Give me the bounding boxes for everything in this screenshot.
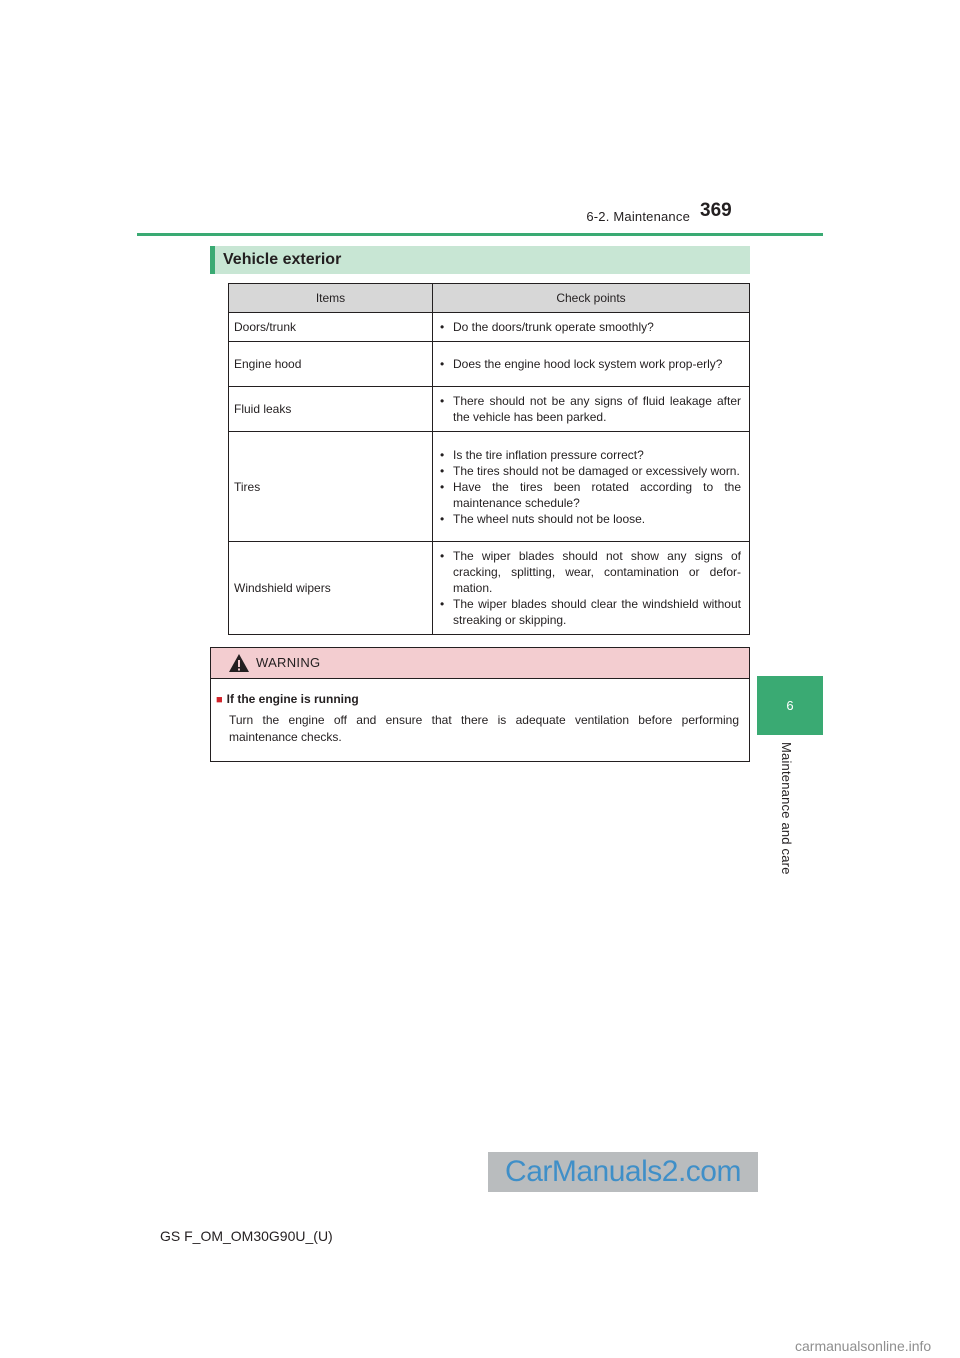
- document-code: GS F_OM_OM30G90U_(U): [160, 1228, 333, 1244]
- column-header-items: Items: [229, 284, 433, 313]
- check-cell: [433, 342, 750, 387]
- column-header-check-points: Check points: [433, 284, 750, 313]
- item-cell: Windshield wipers: [229, 542, 433, 635]
- heading-accent-bar: [210, 246, 215, 274]
- red-square-marker-icon: ■: [216, 694, 223, 706]
- watermark-url: carmanualsonline.info: [795, 1338, 932, 1354]
- check-point: • Is the tire inflation pressure correct?: [438, 447, 741, 463]
- warning-subheading: [216, 692, 359, 706]
- watermark-logo: CarManuals2.com: [488, 1152, 758, 1192]
- check-point: • Have the tires been rotated according to the maintenance schedule?: [438, 479, 741, 511]
- check-cell: [433, 387, 750, 432]
- warning-triangle-icon: [228, 653, 250, 673]
- check-point: • The wheel nuts should not be loose.: [438, 511, 741, 527]
- check-cell: [433, 432, 750, 542]
- warning-subheading-text: If the engine is running: [226, 692, 359, 706]
- check-point: • The wiper blades should not show any signs of cracking, splitting, wear, contamination or defor-mation.: [438, 548, 741, 596]
- table-row: [229, 342, 750, 387]
- chapter-title: Maintenance and care: [779, 742, 794, 875]
- check-point: • The wiper blades should clear the windshield without streaking or skipping.: [438, 596, 741, 628]
- check-point: • Do the doors/trunk operate smoothly?: [438, 319, 741, 335]
- table-row: [229, 387, 750, 432]
- item-cell: Tires: [229, 432, 433, 542]
- warning-title: WARNING: [256, 655, 321, 670]
- table-header-row: [229, 284, 750, 313]
- check-cell: [433, 542, 750, 635]
- check-point: • There should not be any signs of fluid leakage after the vehicle has been parked.: [438, 393, 741, 425]
- chapter-number: 6: [786, 698, 794, 713]
- section-heading-text: Vehicle exterior: [223, 251, 342, 268]
- item-cell: Engine hood: [229, 342, 433, 387]
- warning-header: [211, 648, 749, 679]
- section-title: 6-2. Maintenance: [586, 209, 690, 224]
- check-cell: [433, 313, 750, 342]
- table-row: [229, 542, 750, 635]
- item-cell: Fluid leaks: [229, 387, 433, 432]
- table-row: [229, 432, 750, 542]
- item-cell: Doors/trunk: [229, 313, 433, 342]
- header-divider: [137, 233, 823, 236]
- chapter-tab: [757, 676, 823, 735]
- section-heading: [210, 246, 750, 274]
- check-point: • The tires should not be damaged or excessively worn.: [438, 463, 741, 479]
- page-number: 369: [700, 200, 732, 221]
- warning-body: Turn the engine off and ensure that there is adequate ventilation before performing maintenance checks.: [229, 713, 739, 744]
- check-point: • Does the engine hood lock system work prop-erly?: [438, 356, 741, 372]
- table-row: [229, 313, 750, 342]
- checkpoints-table: [228, 283, 750, 635]
- warning-box: [210, 647, 750, 762]
